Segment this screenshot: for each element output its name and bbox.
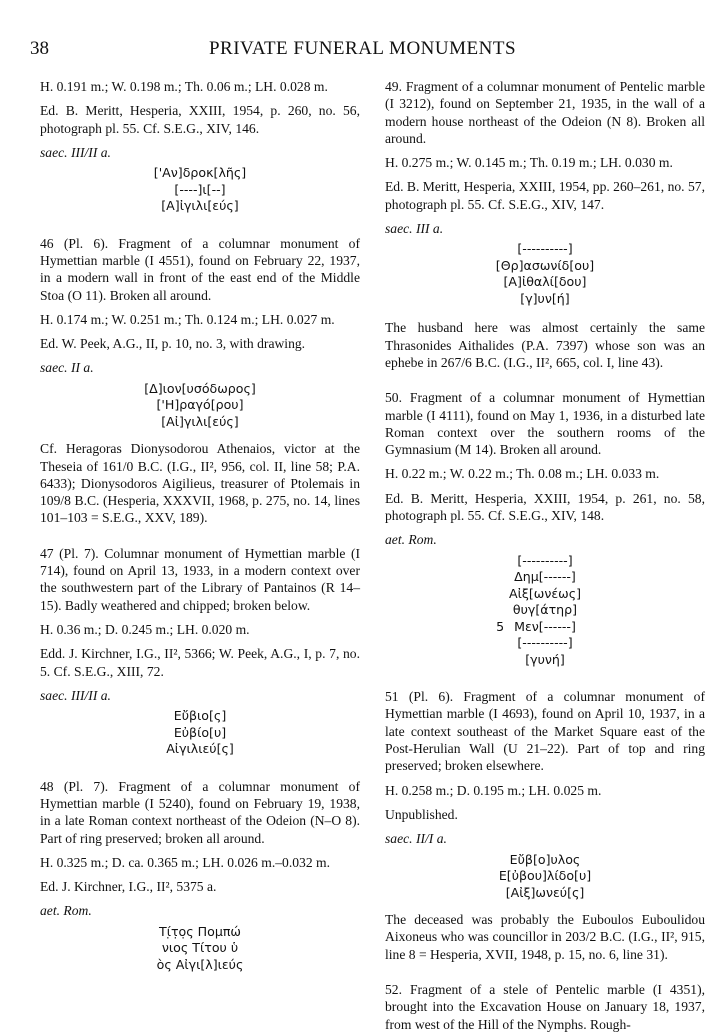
entry-47-dimensions: H. 0.36 m.; D. 0.245 m.; LH. 0.020 m. (40, 621, 250, 637)
line-number: 5 (496, 618, 505, 634)
entry-48-date: aet. Rom. (40, 903, 92, 919)
inscription-line: [γ]υν[ή] (520, 290, 570, 306)
entry-45-inscription (40, 165, 360, 215)
entry-49-date: saec. III a. (385, 221, 444, 237)
inscription-line: Εὔβ[ο]υλος (509, 851, 581, 867)
page-header (30, 38, 695, 66)
entry-51-date: saec. II/I a. (385, 831, 447, 847)
entry-52-description: 52. Fragment of a stele of Pentelic marble (I 4351), brought into the Excavation House on January 18, 1937, from west of the Hill of the Nymphs. Rough- (385, 981, 705, 1032)
inscription-line: ['Αν]δροκ[λῆς] (153, 165, 247, 181)
entry-49-commentary: The husband here was almost certainly the same Thrasonides Aithalides (P.A. 7397) whose son was an ephebe in 267/6 B.C. (I.G., II², 665, col. I, line 43). (385, 320, 705, 370)
entry-45-dimensions: H. 0.191 m.; W. 0.198 m.; Th. 0.06 m.; LH. 0.028 m. (40, 79, 328, 94)
entry-48-edition: Ed. J. Kirchner, I.G., II², 5375 a. (40, 879, 217, 895)
entry-50-description: 50. Fragment of a columnar monument of Hymettian marble (I 4111), found on May 1, 1936, in a disturbed late Roman context over the southern rooms of the Gymnasium (M 14). Broken all around. (385, 390, 705, 458)
entry-51-description: 51 (Pl. 6). Fragment of a columnar monument of Hymettian marble (I 4693), found on April 10, 1937, in a late context southeast of the Market Square east of the Post-Herulian Wall (U 21–22). Part of top and ring preserved; broken elsewhere. (385, 689, 705, 774)
entry-50-inscription (385, 553, 705, 669)
inscription-line: [γυνή] (525, 651, 565, 667)
entry-49-edition: Ed. B. Meritt, Hesperia, XXIII, 1954, pp. 260–261, no. 57, photograph pl. 55. Cf. S.E.G., XIV, 147. (385, 179, 705, 212)
entry-50-edition: Ed. B. Meritt, Hesperia, XXIII, 1954, p. 261, no. 58, photograph pl. 55. Cf. S.E.G., XIV, 148. (385, 490, 705, 524)
entry-50-date: aet. Rom. (385, 532, 437, 548)
entry-47-inscription (40, 708, 360, 758)
inscription-line: ὸς Αἰγι[λ]ιεύς (156, 956, 244, 972)
entry-48-description: 48 (Pl. 7). Fragment of a columnar monument of Hymettian marble (I 5240), found on February 19, 1938, in a late Roman context northeast of the Odeion (N–O 8). Part of ring preserved; broken all around. (40, 778, 360, 846)
running-title: PRIVATE FUNERAL MONUMENTS (208, 38, 517, 59)
inscription-line: Τί̣τ̣ο̣ς Πομπώ (159, 923, 241, 939)
inscription-line: θυγ[άτηρ] (512, 602, 578, 618)
inscription-line: [Θρ]ασωνίδ[ου] (495, 257, 595, 273)
inscription-line: [Δ]ιον[υσόδωρος] (144, 380, 256, 396)
entry-47-description: 47 (Pl. 7). Columnar monument of Hymettian marble (I 714), found on April 13, 1933, in a modern context over the southwestern part of the Library of Pantainos (R 14–15). Badly weathered and chipped; broken below. (40, 545, 360, 613)
entry-46-commentary: Cf. Heragoras Dionysodorou Athenaios, victor at the Theseia of 161/0 B.C. (I.G., II², 956, col. II, line 58; P.A. 6433); Dionysodoros Aigilieus, treasurer of Ptolemais in 109/8 B.C. (Hesperia, XXXVII, 1968, p. 275, no. 14, lines 101–103 = S.E.G., XXV, 189). (40, 441, 360, 526)
inscription-line: νιος Τίτου ὑ (161, 940, 239, 956)
entry-46-dimensions: H. 0.174 m.; W. 0.251 m.; Th. 0.124 m.; LH. 0.027 m. (40, 311, 335, 327)
inscription-line: Εὔβιο[ς] (173, 708, 227, 724)
entry-51-dimensions: H. 0.258 m.; D. 0.195 m.; LH. 0.025 m. (385, 782, 602, 798)
right-column (385, 78, 705, 1033)
entry-46-inscription (40, 381, 360, 431)
inscription-line: Εὐβίο[υ] (173, 724, 227, 740)
entry-45-edition: Ed. B. Meritt, Hesperia, XXIII, 1954, p. 260, no. 56, photograph pl. 55. Cf. S.E.G., XIV, 146. (40, 103, 360, 136)
inscription-line: Ε[ὐβου]λίδο[υ] (498, 868, 592, 884)
entry-49-description: 49. Fragment of a columnar monument of Pentelic marble (I 3212), found on September 21, 1935, in the wall of a modern house northeast of the Odeion (N 8). Broken all around. (385, 79, 705, 146)
inscription-line: [Αἰξ]ωνεύ[ς] (505, 884, 585, 900)
inscription-line: [----------] (517, 635, 573, 651)
entry-47-date: saec. III/II a. (40, 687, 111, 703)
inscription-line: [----------] (517, 552, 573, 568)
entry-46-date: saec. II a. (40, 360, 94, 376)
inscription-line: Δημ[------] (514, 569, 576, 585)
entry-46-description: 46 (Pl. 6). Fragment of a columnar monument of Hymettian marble (I 4551), found on February 22, 1937, in a modern wall in front of the east end of the Middle Stoa (O 11). Broken all around. (40, 235, 360, 303)
inscription-line: Αἰξ[ωνέως] (508, 585, 582, 601)
left-column (40, 78, 360, 973)
entry-46-edition: Ed. W. Peek, A.G., II, p. 10, no. 3, with drawing. (40, 336, 306, 352)
inscription-line: [Α]ἰγιλι[εύς] (161, 198, 239, 214)
entry-49-dimensions: H. 0.275 m.; W. 0.145 m.; Th. 0.19 m.; LH. 0.030 m. (385, 155, 673, 171)
page-number: 38 (30, 38, 49, 59)
entry-48-inscription (40, 924, 360, 974)
inscription-line: [----]ι[--] (174, 181, 226, 197)
inscription-line: [Αἰ]γιλι[εύς] (161, 413, 239, 429)
entry-45-date: saec. III/II a. (40, 144, 111, 160)
inscription-line: ['Η]ραγό[ρου] (156, 397, 244, 413)
entry-51-inscription (385, 852, 705, 902)
inscription-line-text: Μεν[------] (514, 618, 576, 634)
inscription-line: [----------] (517, 241, 573, 257)
entry-50-dimensions: H. 0.22 m.; W. 0.22 m.; Th. 0.08 m.; LH. 0.033 m. (385, 466, 660, 482)
entry-48-dimensions: H. 0.325 m.; D. ca. 0.365 m.; LH. 0.026 m.–0.032 m. (40, 854, 330, 870)
inscription-line: Αἰγιλιεύ[ς] (166, 741, 234, 757)
inscription-line-numbered (385, 619, 705, 636)
entry-49-inscription (385, 241, 705, 307)
entry-51-commentary: The deceased was probably the Euboulos Euboulidou Aixoneus who was councillor in 203/2 B.C. (I.G., II², 915, line 8 = Hesperia, XVII, 1948, p. 15, no. 6, line 31). (385, 912, 705, 962)
inscription-line: [Α]ἰθαλί[δου] (503, 274, 587, 290)
entry-51-edition: Unpublished. (385, 806, 458, 822)
entry-47-edition: Edd. J. Kirchner, I.G., II², 5366; W. Peek, A.G., I, p. 7, no. 5. Cf. S.E.G., XIII, 72. (40, 646, 360, 679)
